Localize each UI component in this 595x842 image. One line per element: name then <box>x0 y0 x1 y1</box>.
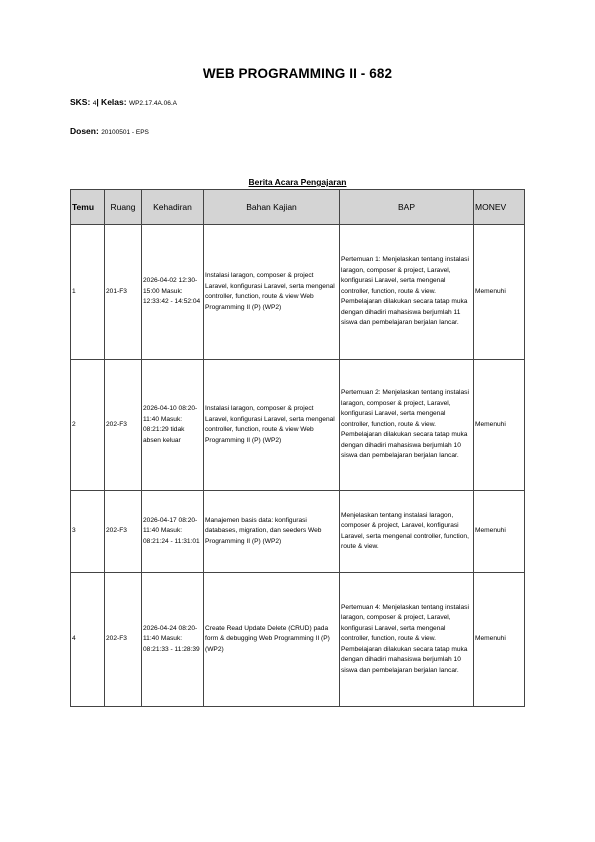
cell-ruang: 201-F3 <box>105 225 142 360</box>
dosen-value: 20100501 - EPS <box>101 129 149 136</box>
bap-table <box>70 189 525 707</box>
course-title: WEB PROGRAMMING II - 682 <box>202 66 393 81</box>
table-row <box>71 491 525 573</box>
cell-monev: Memenuhi <box>474 573 525 707</box>
cell-bap: Pertemuan 2: Menjelaskan tentang instalasi laragon, composer & project, Laravel, konfigurasi Laravel, serta mengenal controller, function, route & view. Pembelajaran dilakukan secara tatap muka dengan dihadiri mahasiswa berjumlah 10 siswa dan pembelajaran berjalan lancar. <box>340 360 474 491</box>
cell-kehadiran: 2026-04-17 08:20-11:40 Masuk: 08:21:24 - 11:31:01 <box>142 491 204 573</box>
col-header-bap: BAP <box>340 190 474 225</box>
cell-kehadiran: 2026-04-24 08:20-11:40 Masuk: 08:21:33 - 11:28:39 <box>142 573 204 707</box>
sks-value: 4 <box>92 100 97 107</box>
table-row <box>71 360 525 491</box>
cell-monev: Memenuhi <box>474 491 525 573</box>
kelas-label: | Kelas: <box>96 97 127 107</box>
sks-kelas-line <box>70 97 177 107</box>
cell-kehadiran: 2026-04-10 08:20-11:40 Masuk: 08:21:29 tidak absen keluar <box>142 360 204 491</box>
cell-bahan-kajian: Instalasi laragon, composer & project Laravel, konfigurasi Laravel, serta mengenal controller, function, route & view Web Programming II (P) (WP2) <box>204 360 340 491</box>
cell-bap: Pertemuan 1: Menjelaskan tentang instalasi laragon, composer & project, Laravel, konfigurasi Laravel, serta mengenal controller, function, route & view. Pembelajaran dilakukan secara tatap muka dengan dihadiri mahasiswa berjumlah 11 siswa dan pembelajaran berjalan lancar. <box>340 225 474 360</box>
cell-bap: Menjelaskan tentang instalasi laragon, composer & project, Laravel, konfigurasi Laravel, serta mengenal controller, function, route & view. <box>340 491 474 573</box>
cell-bahan-kajian: Instalasi laragon, composer & project Laravel, konfigurasi Laravel, serta mengenal controller, function, route & view Web Programming II (P) (WP2) <box>204 225 340 360</box>
table-header-row <box>71 190 525 225</box>
col-header-bahan-kajian: Bahan Kajian <box>204 190 340 225</box>
cell-bahan-kajian: Create Read Update Delete (CRUD) pada form & debugging Web Programming II (P) (WP2) <box>204 573 340 707</box>
cell-kehadiran: 2026-04-02 12:30-15:00 Masuk: 12:33:42 - 14:52:04 <box>142 225 204 360</box>
col-header-kehadiran: Kehadiran <box>142 190 204 225</box>
kelas-value: WP2.17.4A.06.A <box>128 100 178 107</box>
cell-temu: 2 <box>71 360 105 491</box>
cell-temu: 1 <box>71 225 105 360</box>
cell-ruang: 202-F3 <box>105 573 142 707</box>
cell-ruang: 202-F3 <box>105 360 142 491</box>
table-caption: Berita Acara Pengajaran <box>248 177 347 187</box>
cell-bap: Pertemuan 4: Menjelaskan tentang instalasi laragon, composer & project, Laravel, konfigurasi Laravel, serta mengenal controller, function, route & view. Pembelajaran dilakukan secara tatap muka dengan dihadiri mahasiswa berjumlah 10 siswa dan pembelajaran berjalan lancar. <box>340 573 474 707</box>
cell-monev: Memenuhi <box>474 225 525 360</box>
dosen-label: Dosen: <box>70 126 99 136</box>
dosen-line <box>70 126 149 136</box>
table-row <box>71 573 525 707</box>
cell-monev: Memenuhi <box>474 360 525 491</box>
cell-temu: 4 <box>71 573 105 707</box>
sks-label: SKS: <box>70 97 91 107</box>
cell-ruang: 202-F3 <box>105 491 142 573</box>
table-row <box>71 225 525 360</box>
cell-temu: 3 <box>71 491 105 573</box>
col-header-monev: MONEV <box>474 190 525 225</box>
cell-bahan-kajian: Manajemen basis data: konfigurasi databases, migration, dan seeders Web Programming II (P) (WP2) <box>204 491 340 573</box>
col-header-temu: Temu <box>71 190 105 225</box>
col-header-ruang: Ruang <box>105 190 142 225</box>
